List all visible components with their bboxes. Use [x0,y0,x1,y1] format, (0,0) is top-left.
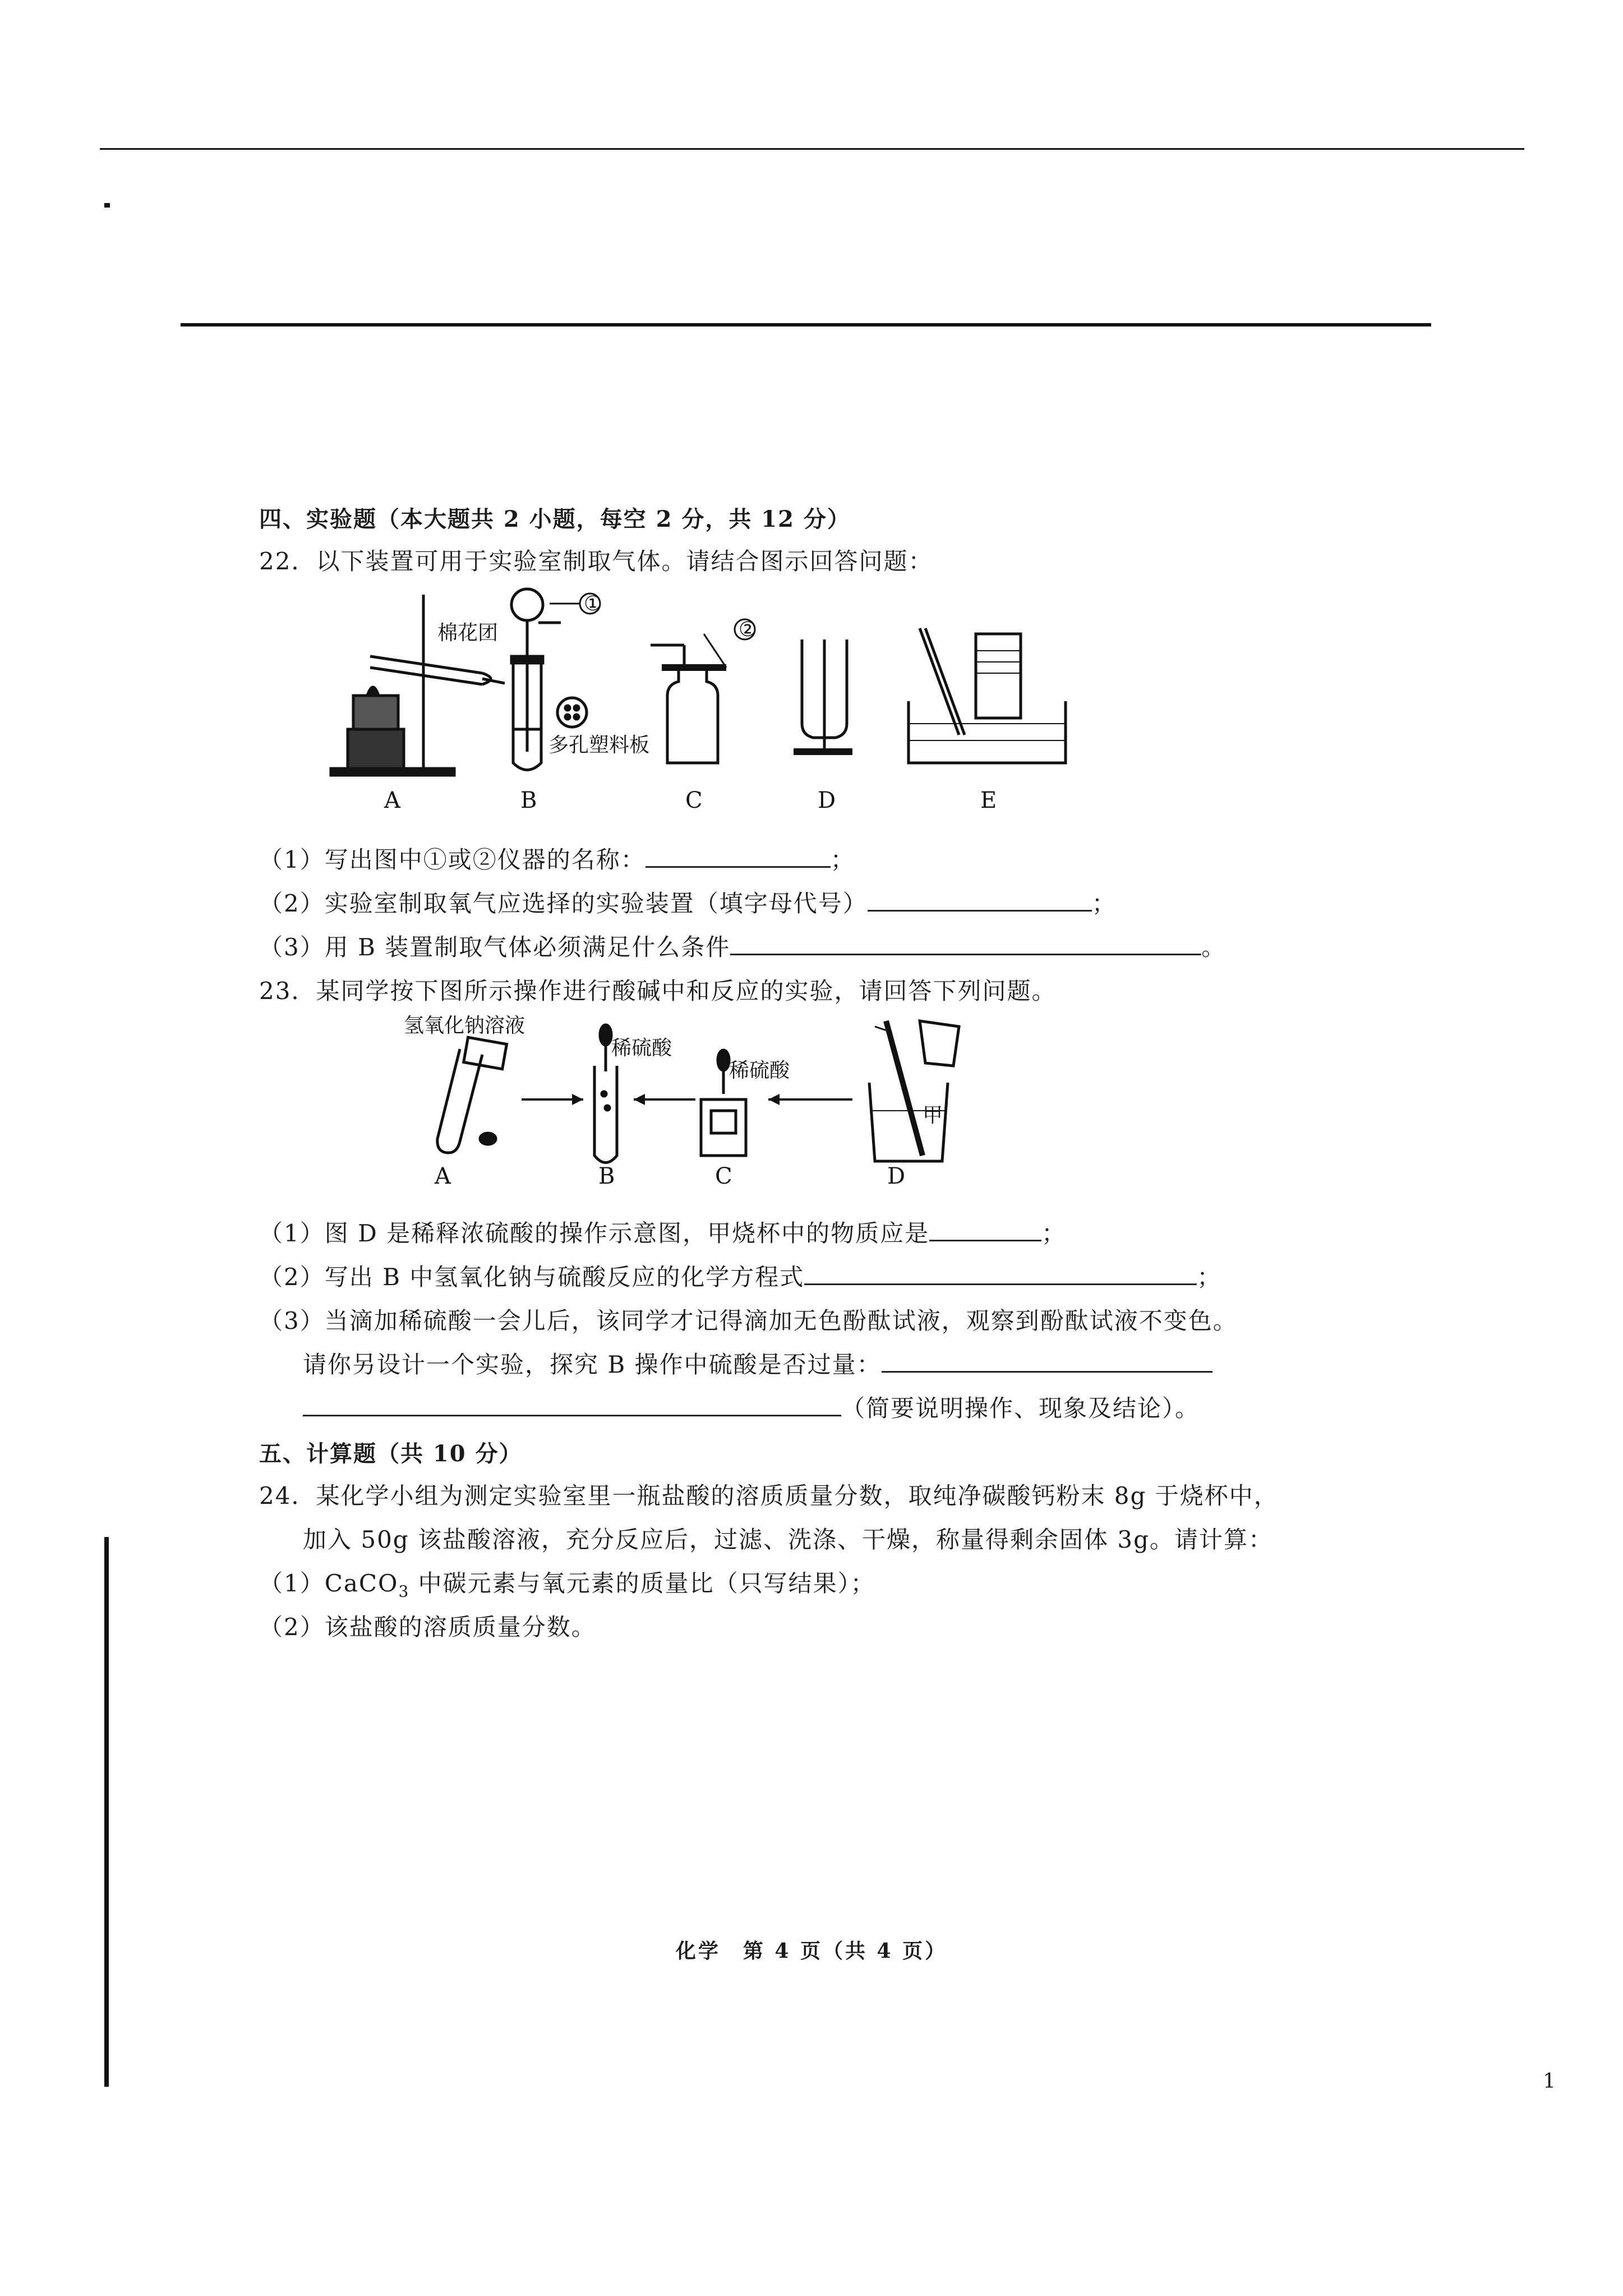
q23-sub1 [259,1215,1066,1249]
q22-sub2-blank[interactable] [868,887,1092,912]
q23-sub3-blank-2[interactable] [303,1392,841,1416]
q23-sub1-text: （1）图 D 是稀释浓硫酸的操作示意图，甲烧杯中的物质应是 [259,1220,930,1247]
q24-line2: 加入 50g 该盐酸溶液，充分反应后，过滤、洗涤、干燥，称量得剩余固体 3g。请计算： [303,1526,1273,1553]
q22-sub1 [259,841,855,875]
q22-sub3 [259,929,1226,963]
q22-sub1-text: （1）写出图中①或②仪器的名称： [259,846,645,873]
q23-sub2 [259,1259,1221,1292]
q24-sub1-pre: （1）CaCO [259,1570,399,1597]
label-plate: 多孔塑料板 [548,734,650,757]
top-rule [100,148,1524,150]
label-acid-1: 稀硫酸 [611,1037,672,1060]
section-4-title: 四、实验题（本大题共 2 小题，每空 2 分，共 12 分） [259,506,851,532]
q24-sub2: （2）该盐酸的溶质质量分数。 [259,1613,596,1641]
label-circle-1: ① [584,592,602,615]
q22-sub3-text: （3）用 B 装置制取气体必须满足什么条件 [259,933,731,961]
label-b: B [520,788,537,813]
upper-rule [181,323,1431,326]
label-acid-2: 稀硫酸 [729,1059,790,1082]
apparatus-c [651,634,726,763]
q22-sub2 [259,885,1117,919]
q23-figure [404,1010,976,1195]
q22-stem: 22．以下装置可用于实验室制取气体。请结合图示回答问题： [259,547,933,575]
q22-sub2-text: （2）实验室制取氧气应选择的实验装置（填字母代号） [259,890,868,917]
q23-sub1-blank[interactable] [929,1217,1041,1241]
q24-line1: 24．某化学小组为测定实验室里一瓶盐酸的溶质质量分数，取纯净碳酸钙粉末 8g 于烧杯中， [259,1482,1279,1510]
q23-sub2-blank[interactable] [804,1261,1197,1285]
q22-sub2-end: ； [1091,890,1117,917]
q23-sub2-end: ； [1197,1263,1222,1291]
label-naoh: 氢氧化钠溶液 [404,1014,525,1037]
page-number: 1 [1543,2070,1556,2093]
apparatus-d [794,639,852,752]
q23-label-b: B [598,1163,615,1189]
page-footer: 化学 第 4 页（共 4 页） [675,1939,948,1963]
label-c: C [685,788,703,813]
q23-stem: 23．某同学按下图所示操作进行酸碱中和反应的实验，请回答下列问题。 [259,977,1057,1005]
q23-sub3-line3-end: （简要说明操作、现象及结论）。 [841,1395,1200,1422]
label-jia: 甲 [923,1104,943,1127]
q23-sub3-blank-1[interactable] [882,1349,1212,1373]
q23-sub1-end: ； [1041,1220,1067,1247]
scan-mark [104,203,110,208]
label-cotton: 棉花团 [437,622,499,645]
q23-sub3-line2 [303,1346,1212,1380]
q23-sub3-line2-text: 请你另设计一个实验，探究 B 操作中硫酸是否过量： [303,1351,882,1378]
q23-label-c: C [715,1163,732,1189]
q22-sub3-blank[interactable] [730,931,1201,955]
q23-sub2-text: （2）写出 B 中氢氧化钠与硫酸反应的化学方程式 [259,1263,805,1291]
q22-sub1-end: ； [830,846,855,873]
q23-apparatus-d [869,1021,959,1161]
q24-sub1 [259,1565,875,1600]
q22-figure [314,583,1088,819]
q23-sub3-line1: （3）当滴加稀硫酸一会儿后，该同学才记得滴加无色酚酞试液，观察到酚酞试液不变色。 [259,1307,1238,1335]
q24-sub1-post: 中碳元素与氧元素的质量比（只写结果）； [409,1570,875,1597]
left-margin-bar [104,1537,109,2087]
q23-label-a: A [435,1163,451,1189]
label-d: D [818,788,836,813]
q22-sub3-end: 。 [1201,933,1227,961]
apparatus-e [909,628,1066,763]
label-e: E [980,788,997,813]
label-a: A [384,788,400,813]
q23-sub3-line3 [303,1390,1200,1424]
q22-sub1-blank[interactable] [645,844,831,868]
q24-sub1-sub: 3 [398,1582,410,1601]
q23-apparatus-a [437,1037,507,1153]
q23-label-d: D [887,1163,906,1189]
label-circle-2: ② [739,618,757,641]
section-5-title: 五、计算题（共 10 分） [259,1441,523,1467]
